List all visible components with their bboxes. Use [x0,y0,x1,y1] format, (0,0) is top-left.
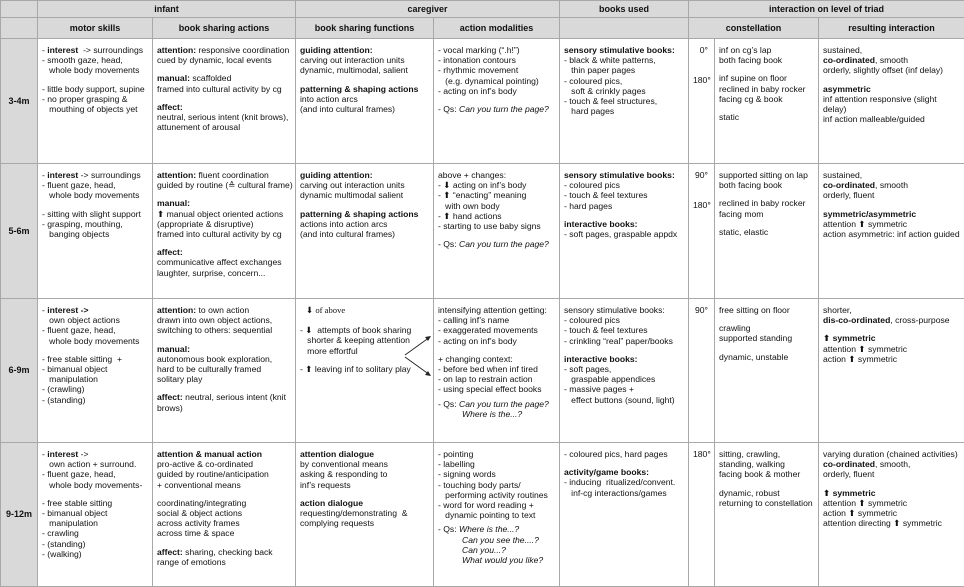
constellation-cell: sitting, crawling, standing, walking facing book & mother dynamic, robust returning to constellation [715,443,819,587]
constellation-cell: free sitting on floor crawling supported standing dynamic, unstable [715,299,819,443]
corner-cell-2 [1,18,38,39]
group-triad: interaction on level of triad [689,1,964,18]
group-books: books used [560,1,689,18]
constellation-cell: supported sitting on lap both facing book reclined in baby rocker facing mom static, elastic [715,164,819,299]
col-sharing-actions: book sharing actions [153,18,296,39]
modalities-cell: intensifying attention getting: - calling inf’s name - exaggerated movements - acting on inf’s body + changing context: - before bed when inf tired - on lap to restrain action - using special effect books - Qs: Can you turn the page? Where is the...? [434,299,560,443]
age-label: 9-12m [1,443,38,587]
sharing-actions-cell: attention: to own action drawn into own object actions, switching to others: sequential manual: autonomous book exploration, hard to be culturally framed solitary play affect: neutral, serious intent (knit brows) [153,299,296,443]
col-motor: motor skills [38,18,153,39]
resulting-cell: shorter, dis-co-ordinated, cross-purpose ⬆ symmetric attention ⬆ symmetric action ⬆ symmetric [819,299,964,443]
age-label: 5-6m [1,164,38,299]
col-functions: book sharing functions [296,18,434,39]
books-cell: sensory stimulative books: - black & white patterns, thin paper pages - coloured pics, soft & crinkly pages - touch & feel structures, hard pages [560,39,689,164]
group-header-row [1,1,964,18]
arrow-connectors [403,325,433,385]
group-infant: infant [38,1,296,18]
functions-cell: guiding attention: carving out interaction units dynamic multimodal salient patterning & shaping actions actions into action arcs (and into cultural frames) [296,164,434,299]
arrow-up-right [405,337,430,355]
age-label: 6-9m [1,299,38,443]
sharing-actions-cell: attention: responsive coordination cued by dynamic, local events manual: scaffolded framed into cultural activity by cg affect: neutral, serious intent (knit brows), attunement of arousal [153,39,296,164]
modalities-cell: - vocal marking (“.h!”) - intonation contours - rhythmic movement (e.g. dynamical pointing) - acting on inf’s body - Qs: Can you turn the page? [434,39,560,164]
motor-cell: - interest -> surroundings - smooth gaze, head, whole body movements - little body support, supine - no proper grasping & mouthing of objects yet [38,39,153,164]
col-constellation: constellation [689,18,819,39]
column-header-row [1,18,964,39]
age-label: 3-4m [1,39,38,164]
angle-cell: 180° [689,443,715,587]
functions-cell: ⬇ of above - ⬇ attempts of book sharing shorter & keeping attention more effortful - ⬆ leaving inf to solitary play [296,299,434,443]
motor-cell: - interest -> own object actions - fluent gaze, head, whole body movements - free stable sitting + - bimanual object manipulation - (crawling) - (standing) [38,299,153,443]
motor-cell: - interest -> own action + surround. - fluent gaze, head, whole body movements- - free stable sitting - bimanual object manipulation - crawling - (standing) - (walking) [38,443,153,587]
sharing-actions-cell: attention & manual action pro-active & co-ordinated guided by routine/anticipation + conventional means coordinating/integrating social & object actions across activity frames across time & space affect: sharing, checking back range of emotions [153,443,296,587]
functions-cell: attention dialogue by conventional means asking & responding to inf’s requests action dialogue requesting/demonstrating & complying requests [296,443,434,587]
corner-cell [1,1,38,18]
modalities-cell: above + changes: - ⬇ acting on inf’s body - ⬆ “enacting” meaning with own body - ⬆ hand actions - starting to use baby signs - Qs: Can you turn the page? [434,164,560,299]
table-row [1,164,964,299]
col-books-empty [560,18,689,39]
modalities-cell: - pointing - labelling - signing words - touching body parts/ performing activity routines - word for word reading + dynamic pointing to text - Qs: Where is the...? Can you see the....? Can you...? What would you like? [434,443,560,587]
books-cell: - coloured pics, hard pages activity/game books: - inducing ritualized/convent. inf-cg interactions/games [560,443,689,587]
col-resulting: resulting interaction [819,18,964,39]
angle-cell: 90° 180° [689,164,715,299]
angle-cell: 90° [689,299,715,443]
functions-cell: guiding attention: carving out interaction units dynamic, multimodal, salient patterning & shaping actions into action arcs (and into cultural frames) [296,39,434,164]
resulting-cell: sustained, co-ordinated, smooth orderly, fluent symmetric/asymmetric attention ⬆ symmetric action asymmetric: inf action guided [819,164,964,299]
sharing-actions-cell: attention: fluent coordination guided by routine (≙ cultural frame) manual: ⬆ manual object oriented actions (appropriate & disruptive) framed into cultural activity by cg affect: communicative affect exchanges laughter, surprise, concern... [153,164,296,299]
group-caregiver: caregiver [296,1,560,18]
col-modalities: action modalities [434,18,560,39]
table-row [1,299,964,443]
resulting-cell: varying duration (chained activities) co-ordinated, smooth, orderly, fluent ⬆ symmetric attention ⬆ symmetric action ⬆ symmetric attention directing ⬆ symmetric [819,443,964,587]
resulting-cell: sustained, co-ordinated, smooth orderly, slightly offset (inf delay) asymmetric inf attention responsive (slight delay) inf action malleable/guided [819,39,964,164]
motor-cell: - interest -> surroundings - fluent gaze, head, whole body movements - sitting with slight support - grasping, mouthing, banging objects [38,164,153,299]
table-row [1,443,964,587]
angle-cell: 0° 180° [689,39,715,164]
arrow-down-right [405,357,430,375]
constellation-cell: inf on cg’s lap both facing book inf supine on floor reclined in baby rocker facing cg & book static [715,39,819,164]
table-row [1,39,964,164]
books-cell: sensory stimulative books: - coloured pics - touch & feel textures - hard pages interactive books: - soft pages, graspable appdx [560,164,689,299]
books-cell: sensory stimulative books: - coloured pics - touch & feel textures - crinkling “real” paper/books interactive books: - soft pages, graspable appendices - massive pages + effect buttons (sound, light) [560,299,689,443]
